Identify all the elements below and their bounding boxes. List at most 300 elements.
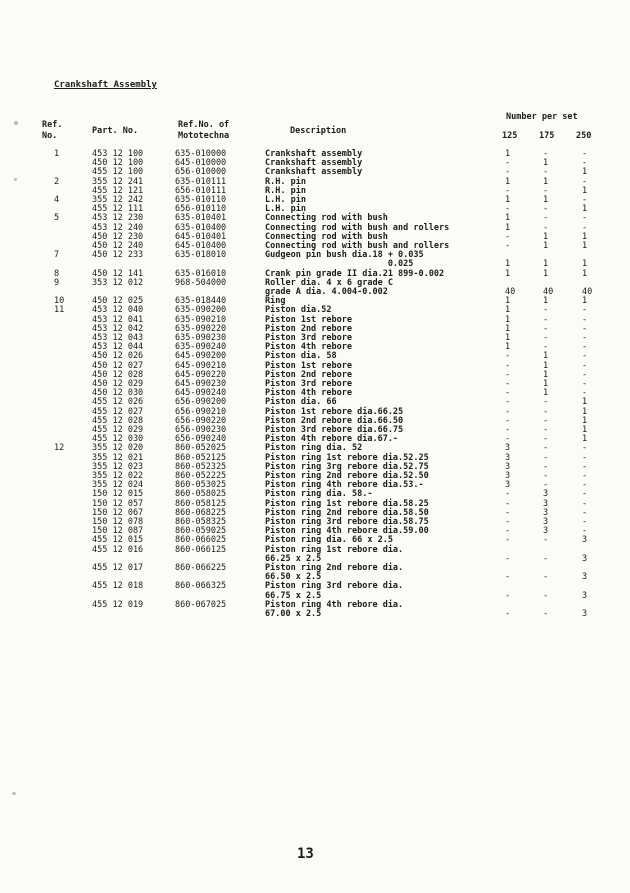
- ref-cell: 7: [54, 250, 60, 261]
- qty-250-cell: -: [582, 314, 588, 325]
- description-cell: Piston ring 3rd rebore dia.: [265, 581, 404, 592]
- qty-125-cell: 1: [505, 296, 511, 307]
- ref-cell: 2: [54, 176, 60, 187]
- mototechna-cell: 635-016010: [175, 268, 227, 279]
- mototechna-cell: 860-052225: [175, 471, 227, 481]
- part-no-cell: 450 12 141: [92, 268, 144, 279]
- qty-250-cell: 1: [582, 231, 588, 242]
- mototechna-cell: 860-053025: [175, 480, 227, 491]
- part-no-cell: 150 12 067: [92, 507, 144, 518]
- mototechna-cell: 656-090200: [175, 397, 227, 408]
- ref-cell: 9: [54, 277, 60, 288]
- qty-125-cell: 3: [505, 480, 511, 491]
- qty-175-cell: -: [543, 185, 549, 196]
- qty-175-cell: -: [543, 590, 549, 601]
- qty-125-cell: -: [505, 434, 511, 445]
- description-cell: Piston 2nd rebore dia.66.50: [265, 415, 404, 426]
- description-cell: Piston 1st rebore dia.66.25: [265, 406, 404, 417]
- qty-250-cell: -: [582, 388, 588, 399]
- part-no-cell: 453 12 044: [92, 342, 144, 353]
- description-cell: Ring: [265, 296, 286, 307]
- qty-125-cell: -: [505, 415, 511, 426]
- qty-125-cell: 3: [505, 452, 511, 463]
- qty-250-cell: -: [582, 507, 588, 518]
- qty-125-cell: -: [505, 489, 511, 500]
- part-no-cell: 455 12 016: [92, 544, 144, 555]
- mototechna-cell: 635-018010: [175, 250, 227, 261]
- qty-250-cell: -: [582, 369, 588, 380]
- description-cell: 66.25 x 2.5: [265, 553, 322, 564]
- description-cell: Piston 2nd rebore: [265, 323, 352, 334]
- qty-125-cell: -: [505, 526, 511, 537]
- section-title: Crankshaft Assembly: [54, 80, 157, 90]
- qty-175-cell: 1: [543, 231, 549, 242]
- mototechna-cell: 635-010400: [175, 222, 227, 233]
- part-no-cell: 455 12 027: [92, 406, 144, 417]
- mototechna-cell: 635-010000: [175, 149, 227, 159]
- qty-125-cell: -: [505, 158, 511, 169]
- qty-250-cell: 1: [582, 415, 588, 426]
- qty-125-cell: -: [505, 572, 511, 583]
- qty-250-cell: 1: [582, 296, 588, 307]
- part-no-cell: 353 12 012: [92, 277, 144, 288]
- qty-175-cell: 3: [543, 517, 549, 527]
- qty-175-cell: 3: [543, 489, 549, 500]
- qty-250-cell: -: [582, 526, 588, 537]
- ref-cell: 11: [54, 305, 65, 316]
- part-no-cell: 453 12 043: [92, 333, 144, 343]
- part-no-cell: 150 12 078: [92, 517, 144, 527]
- qty-125-cell: -: [505, 535, 511, 546]
- part-no-cell: 455 12 030: [92, 434, 144, 445]
- mototechna-cell: 860-052025: [175, 443, 227, 454]
- part-no-cell: 455 12 100: [92, 167, 144, 178]
- qty-250-cell: 1: [582, 406, 588, 417]
- description-cell: Piston 2nd rebore: [265, 369, 352, 380]
- qty-125-cell: 1: [505, 149, 511, 159]
- qty-250-cell: -: [582, 149, 588, 159]
- part-no-cell: 455 12 111: [92, 204, 144, 215]
- qty-175-cell: 1: [543, 388, 549, 399]
- mototechna-cell: 635-010110: [175, 195, 227, 205]
- qty-175-cell: 1: [543, 351, 549, 362]
- qty-175-cell: -: [543, 535, 549, 546]
- ref-cell: 10: [54, 296, 65, 307]
- mototechna-cell: 635-010111: [175, 176, 227, 187]
- qty-125-cell: -: [505, 425, 511, 435]
- part-no-cell: 355 12 021: [92, 452, 144, 463]
- qty-125-cell: 1: [505, 213, 511, 224]
- qty-250-cell: 3: [582, 553, 588, 564]
- qty-175-cell: 1: [543, 195, 549, 205]
- qty-250-cell: -: [582, 351, 588, 362]
- description-cell: Piston 3rd rebore dia.66.75: [265, 425, 404, 435]
- qty-125-cell: 1: [505, 222, 511, 233]
- qty-125-cell: 3: [505, 443, 511, 454]
- description-cell: Piston 1st rebore: [265, 360, 352, 371]
- description-cell: R.H. pin: [265, 176, 306, 187]
- part-no-cell: 450 12 027: [92, 360, 144, 371]
- mototechna-cell: 635-090200: [175, 305, 227, 316]
- part-no-cell: 150 12 015: [92, 489, 144, 500]
- qty-175-cell: 1: [543, 369, 549, 380]
- description-cell: L.H. pin: [265, 204, 306, 215]
- mototechna-cell: 860-059025: [175, 526, 227, 537]
- description-cell: Piston ring 1st rebore dia.58.25: [265, 498, 429, 509]
- mototechna-cell: 656-090240: [175, 434, 227, 445]
- qty-175-cell: -: [543, 397, 549, 408]
- mototechna-cell: 645-090240: [175, 388, 227, 399]
- qty-125-cell: -: [505, 185, 511, 196]
- qty-175-cell: -: [543, 471, 549, 481]
- mototechna-cell: 860-052325: [175, 461, 227, 472]
- mototechna-cell: 656-010110: [175, 204, 227, 215]
- qty-250-cell: 3: [582, 590, 588, 601]
- qty-125-cell: -: [505, 609, 511, 619]
- mototechna-cell: 645-010000: [175, 158, 227, 169]
- qty-125-cell: 1: [505, 195, 511, 205]
- header-ref-line2: No.: [42, 131, 58, 141]
- mototechna-cell: 645-090200: [175, 351, 227, 362]
- qty-250-cell: -: [582, 480, 588, 491]
- qty-175-cell: 1: [543, 176, 549, 187]
- header-number-per-set: Number per set: [506, 112, 578, 122]
- description-cell: L.H. pin: [265, 195, 306, 205]
- header-part-no: Part. No.: [92, 126, 139, 136]
- description-cell: Piston ring dia. 52: [265, 443, 363, 454]
- description-cell: Piston ring 4th rebore dia.59.00: [265, 526, 429, 537]
- description-cell: Piston ring 4th rebore dia.53.-: [265, 480, 424, 491]
- description-cell: Piston dia. 58: [265, 351, 337, 362]
- mototechna-cell: 968-504000: [175, 277, 227, 288]
- qty-175-cell: -: [543, 222, 549, 233]
- qty-250-cell: -: [582, 498, 588, 509]
- qty-250-cell: -: [582, 452, 588, 463]
- description-cell: Roller dia. 4 x 6 grade C: [265, 277, 393, 288]
- description-cell: 0.025: [265, 259, 414, 270]
- qty-250-cell: -: [582, 333, 588, 343]
- mototechna-cell: 860-066325: [175, 581, 227, 592]
- qty-250-cell: 1: [582, 425, 588, 435]
- description-cell: Piston dia. 66: [265, 397, 337, 408]
- qty-250-cell: -: [582, 360, 588, 371]
- qty-175-cell: 1: [543, 158, 549, 169]
- qty-125-cell: 1: [505, 323, 511, 334]
- qty-175-cell: 1: [543, 379, 549, 389]
- qty-125-cell: 3: [505, 461, 511, 472]
- ref-cell: 8: [54, 268, 60, 279]
- qty-175-cell: -: [543, 461, 549, 472]
- mototechna-cell: 656-010000: [175, 167, 227, 178]
- description-cell: 66.75 x 2.5: [265, 590, 322, 601]
- qty-125-cell: -: [505, 553, 511, 564]
- qty-125-cell: -: [505, 204, 511, 215]
- description-cell: Connecting rod with bush: [265, 213, 388, 224]
- mototechna-cell: 656-090230: [175, 425, 227, 435]
- part-no-cell: 453 12 042: [92, 323, 144, 334]
- qty-125-cell: -: [505, 360, 511, 371]
- ref-cell: 1: [54, 149, 60, 159]
- qty-175-cell: 1: [543, 259, 549, 270]
- qty-175-cell: 40: [543, 287, 554, 297]
- part-no-cell: 355 12 242: [92, 195, 144, 205]
- qty-175-cell: -: [543, 204, 549, 215]
- header-ref: [42, 120, 62, 142]
- description-cell: Piston 4th rebore: [265, 388, 352, 399]
- mototechna-cell: 860-067025: [175, 599, 227, 610]
- qty-250-cell: -: [582, 305, 588, 316]
- part-no-cell: 453 12 041: [92, 314, 144, 325]
- mototechna-cell: 635-090220: [175, 323, 227, 334]
- description-cell: Piston ring 2nd rebore dia.52.50: [265, 471, 429, 481]
- part-no-cell: 455 12 015: [92, 535, 144, 546]
- description-cell: Connecting rod with bush and rollers: [265, 222, 450, 233]
- mototechna-cell: 860-058325: [175, 517, 227, 527]
- description-cell: Crankshaft assembly: [265, 149, 363, 159]
- qty-125-cell: 1: [505, 268, 511, 279]
- header-mototechna-line1: Ref.No. of: [178, 120, 230, 130]
- mototechna-cell: 645-090220: [175, 369, 227, 380]
- part-no-cell: 450 12 230: [92, 231, 144, 242]
- part-no-cell: 150 12 057: [92, 498, 144, 509]
- qty-250-cell: -: [582, 443, 588, 454]
- part-no-cell: 455 12 121: [92, 185, 144, 196]
- ref-cell: 4: [54, 195, 60, 205]
- mototechna-cell: 860-066125: [175, 544, 227, 555]
- qty-250-cell: -: [582, 342, 588, 353]
- scan-speck: [14, 121, 18, 125]
- qty-250-cell: -: [582, 471, 588, 481]
- qty-250-cell: 3: [582, 535, 588, 546]
- qty-250-cell: -: [582, 222, 588, 233]
- qty-250-cell: -: [582, 489, 588, 500]
- mototechna-cell: 645-010401: [175, 231, 227, 242]
- part-no-cell: 355 12 241: [92, 176, 144, 187]
- qty-175-cell: -: [543, 609, 549, 619]
- part-no-cell: 355 12 020: [92, 443, 144, 454]
- qty-250-cell: 1: [582, 259, 588, 270]
- part-no-cell: 453 12 230: [92, 213, 144, 224]
- qty-125-cell: -: [505, 351, 511, 362]
- part-no-cell: 450 12 028: [92, 369, 144, 380]
- part-no-cell: 455 12 019: [92, 599, 144, 610]
- qty-250-cell: 3: [582, 609, 588, 619]
- description-cell: Piston 3rd rebore: [265, 379, 352, 389]
- part-no-cell: 450 12 233: [92, 250, 144, 261]
- qty-125-cell: -: [505, 507, 511, 518]
- qty-250-cell: 40: [582, 287, 593, 297]
- qty-125-cell: -: [505, 397, 511, 408]
- qty-125-cell: -: [505, 517, 511, 527]
- description-cell: Piston 4th rebore dia.67.-: [265, 434, 399, 445]
- mototechna-cell: 645-090230: [175, 379, 227, 389]
- part-no-cell: 455 12 028: [92, 415, 144, 426]
- qty-175-cell: -: [543, 572, 549, 583]
- qty-175-cell: 3: [543, 507, 549, 518]
- qty-175-cell: 1: [543, 296, 549, 307]
- header-mototechna: [178, 120, 229, 142]
- mototechna-cell: 656-090210: [175, 406, 227, 417]
- mototechna-cell: 635-090230: [175, 333, 227, 343]
- description-cell: Crankshaft assembly: [265, 167, 363, 178]
- part-no-cell: 355 12 022: [92, 471, 144, 481]
- qty-250-cell: -: [582, 213, 588, 224]
- qty-175-cell: 1: [543, 360, 549, 371]
- qty-125-cell: 40: [505, 287, 516, 297]
- qty-125-cell: -: [505, 241, 511, 251]
- scan-speck: [12, 792, 16, 795]
- qty-175-cell: -: [543, 323, 549, 334]
- qty-250-cell: 1: [582, 167, 588, 178]
- description-cell: Piston ring 1st rebore dia.52.25: [265, 452, 429, 463]
- qty-125-cell: 1: [505, 305, 511, 316]
- qty-125-cell: -: [505, 231, 511, 242]
- mototechna-cell: 635-090240: [175, 342, 227, 353]
- mototechna-cell: 645-010400: [175, 241, 227, 251]
- qty-125-cell: 1: [505, 259, 511, 270]
- qty-250-cell: 1: [582, 185, 588, 196]
- qty-175-cell: 1: [543, 268, 549, 279]
- part-no-cell: 453 12 040: [92, 305, 144, 316]
- mototechna-cell: 656-090220: [175, 415, 227, 426]
- part-no-cell: 455 12 017: [92, 563, 144, 573]
- description-cell: grade A dia. 4.004-0.002: [265, 287, 388, 297]
- page-number: 13: [297, 846, 314, 862]
- qty-250-cell: -: [582, 379, 588, 389]
- qty-125-cell: 1: [505, 342, 511, 353]
- part-no-cell: 450 12 026: [92, 351, 144, 362]
- header-mototechna-line2: Mototechna: [178, 131, 230, 141]
- mototechna-cell: 860-052125: [175, 452, 227, 463]
- qty-125-cell: -: [505, 388, 511, 399]
- scan-speck: [14, 178, 17, 181]
- mototechna-cell: 635-090210: [175, 314, 227, 325]
- qty-125-cell: 1: [505, 176, 511, 187]
- part-no-cell: 355 12 024: [92, 480, 144, 491]
- mototechna-cell: 860-066025: [175, 535, 227, 546]
- part-no-cell: 455 12 029: [92, 425, 144, 435]
- ref-cell: 12: [54, 443, 65, 454]
- qty-125-cell: -: [505, 167, 511, 178]
- description-cell: Gudgeon pin bush dia.18 + 0.035: [265, 250, 424, 261]
- part-no-cell: 355 12 023: [92, 461, 144, 472]
- mototechna-cell: 860-058125: [175, 498, 227, 509]
- mototechna-cell: 860-058025: [175, 489, 227, 500]
- part-no-cell: 450 12 030: [92, 388, 144, 399]
- header-col-175: 175: [539, 131, 555, 141]
- qty-175-cell: -: [543, 443, 549, 454]
- description-cell: Piston 1st rebore: [265, 314, 352, 325]
- qty-250-cell: 1: [582, 204, 588, 215]
- qty-125-cell: 1: [505, 333, 511, 343]
- qty-125-cell: -: [505, 379, 511, 389]
- part-no-cell: 450 12 025: [92, 296, 144, 307]
- mototechna-cell: 645-090210: [175, 360, 227, 371]
- mototechna-cell: 635-018440: [175, 296, 227, 307]
- description-cell: Piston ring dia. 66 x 2.5: [265, 535, 393, 546]
- part-no-cell: 450 12 029: [92, 379, 144, 389]
- qty-250-cell: -: [582, 323, 588, 334]
- header-col-250: 250: [576, 131, 592, 141]
- qty-175-cell: -: [543, 434, 549, 445]
- header-description: Description: [290, 126, 347, 136]
- qty-250-cell: -: [582, 176, 588, 187]
- qty-175-cell: -: [543, 452, 549, 463]
- part-no-cell: 455 12 018: [92, 581, 144, 592]
- qty-175-cell: 3: [543, 526, 549, 537]
- description-cell: R.H. pin: [265, 185, 306, 196]
- description-cell: Piston 4th rebore: [265, 342, 352, 353]
- qty-175-cell: -: [543, 314, 549, 325]
- qty-125-cell: -: [505, 498, 511, 509]
- qty-125-cell: -: [505, 406, 511, 417]
- mototechna-cell: 860-066225: [175, 563, 227, 573]
- description-cell: Piston 3rd rebore: [265, 333, 352, 343]
- qty-250-cell: -: [582, 517, 588, 527]
- part-no-cell: 450 12 240: [92, 241, 144, 251]
- qty-175-cell: -: [543, 480, 549, 491]
- part-no-cell: 450 12 100: [92, 158, 144, 169]
- mototechna-cell: 860-068225: [175, 507, 227, 518]
- part-no-cell: 453 12 240: [92, 222, 144, 233]
- qty-175-cell: -: [543, 305, 549, 316]
- qty-250-cell: 1: [582, 268, 588, 279]
- qty-175-cell: 3: [543, 498, 549, 509]
- description-cell: Piston ring 2nd rebore dia.58.50: [265, 507, 429, 518]
- qty-250-cell: 1: [582, 434, 588, 445]
- description-cell: 66.50 x 2.5: [265, 572, 322, 583]
- ref-cell: 5: [54, 213, 60, 224]
- qty-250-cell: -: [582, 461, 588, 472]
- description-cell: Crank pin grade II dia.21 899-0.002: [265, 268, 445, 279]
- header-ref-line1: Ref.: [42, 120, 63, 130]
- description-cell: Piston ring 2nd rebore dia.: [265, 563, 404, 573]
- qty-175-cell: -: [543, 213, 549, 224]
- qty-250-cell: 3: [582, 572, 588, 583]
- qty-175-cell: -: [543, 415, 549, 426]
- mototechna-cell: 635-010401: [175, 213, 227, 224]
- qty-175-cell: -: [543, 149, 549, 159]
- part-no-cell: 453 12 100: [92, 149, 144, 159]
- qty-250-cell: -: [582, 158, 588, 169]
- part-no-cell: 150 12 087: [92, 526, 144, 537]
- description-cell: Piston ring 4th rebore dia.: [265, 599, 404, 610]
- qty-175-cell: -: [543, 425, 549, 435]
- qty-175-cell: -: [543, 342, 549, 353]
- qty-250-cell: -: [582, 195, 588, 205]
- qty-175-cell: -: [543, 333, 549, 343]
- mototechna-cell: 656-010111: [175, 185, 227, 196]
- description-cell: Piston ring 3rd rebore dia.58.75: [265, 517, 429, 527]
- qty-175-cell: -: [543, 406, 549, 417]
- part-no-cell: 455 12 026: [92, 397, 144, 408]
- qty-250-cell: 1: [582, 397, 588, 408]
- qty-250-cell: 1: [582, 241, 588, 251]
- description-cell: Piston ring 1st rebore dia.: [265, 544, 404, 555]
- qty-125-cell: -: [505, 369, 511, 380]
- qty-125-cell: 1: [505, 314, 511, 325]
- qty-175-cell: -: [543, 553, 549, 564]
- description-cell: Piston ring dia. 58.-: [265, 489, 373, 500]
- table-row: [0, 610, 630, 619]
- qty-175-cell: -: [543, 167, 549, 178]
- description-cell: Crankshaft assembly: [265, 158, 363, 169]
- qty-175-cell: 1: [543, 241, 549, 251]
- qty-125-cell: 3: [505, 471, 511, 481]
- description-cell: Piston ring 3rg rebore dia.52.75: [265, 461, 429, 472]
- qty-125-cell: -: [505, 590, 511, 601]
- description-cell: Connecting rod with bush: [265, 231, 388, 242]
